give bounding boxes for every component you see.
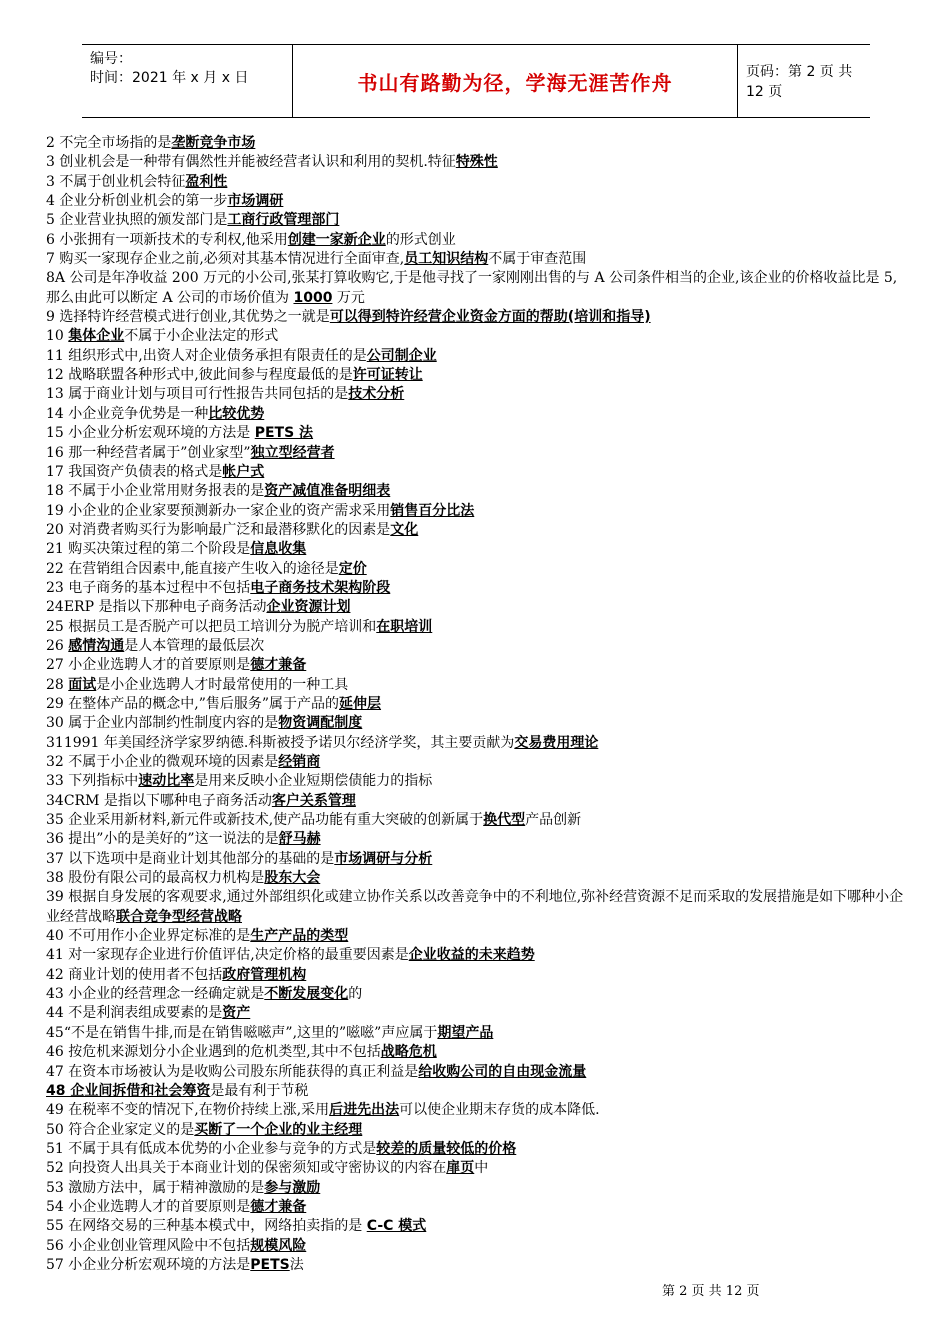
answer-text: 给收购公司的自由现金流量 — [418, 1063, 587, 1080]
question-item — [46, 1237, 906, 1256]
question-item — [46, 502, 906, 521]
question-item — [46, 811, 906, 830]
answer-text: 战略危机 — [380, 1044, 437, 1061]
answer-text: 集体企业 — [68, 328, 125, 345]
header-meta — [82, 45, 292, 117]
question-text: 38 股份有限公司的最高权力机构是 — [46, 870, 265, 887]
question-text: 55 在网络交易的三种基本模式中，网络拍卖指的是 — [46, 1218, 367, 1235]
question-item — [46, 482, 906, 501]
question-item — [46, 366, 906, 385]
question-item — [46, 211, 906, 230]
question-text: 21 购买决策过程的第二个阶段是 — [46, 541, 251, 558]
question-text: 18 不属于小企业常用财务报表的是 — [46, 483, 265, 500]
answer-text: 技术分析 — [348, 386, 405, 403]
answer-text: 比较优势 — [208, 405, 265, 422]
header-page-cell — [736, 45, 870, 117]
question-text: 17 我国资产负债表的格式是 — [46, 463, 223, 480]
question-item — [46, 1198, 906, 1217]
answer-text: 面试 — [68, 676, 97, 693]
question-item — [46, 946, 906, 965]
answer-text: 期望产品 — [437, 1024, 494, 1041]
question-item — [46, 753, 906, 772]
question-text: 42 商业计划的使用者不包括 — [46, 966, 223, 983]
question-text-suffix: 是最有利于节税 — [210, 1082, 309, 1099]
question-text: 50 符合企业家定义的是 — [46, 1121, 195, 1138]
question-text: 44 不是利润表组成要素的是 — [46, 1005, 223, 1022]
answer-text: 参与激励 — [264, 1179, 321, 1196]
answer-text: 规模风险 — [250, 1237, 307, 1254]
question-text: 43 小企业的经营理念一经确定就是 — [46, 986, 265, 1003]
answer-text: 联合竞争型经营战略 — [116, 908, 242, 925]
answer-text: 员工知识结构 — [404, 251, 489, 268]
question-item — [46, 540, 906, 559]
question-item — [46, 250, 906, 269]
question-item — [46, 598, 906, 617]
question-text: 46 按危机来源划分小企业遇到的危机类型,其中不包括 — [46, 1044, 381, 1061]
page-header — [82, 44, 870, 118]
answer-text: 信息收集 — [250, 541, 307, 558]
question-item — [46, 385, 906, 404]
question-item — [46, 1004, 906, 1023]
question-text: 49 在税率不变的情况下,在物价持续上涨,采用 — [46, 1102, 330, 1119]
answer-text: 感情沟通 — [68, 637, 125, 654]
question-item — [46, 347, 906, 366]
answer-text: 舒马赫 — [278, 831, 321, 848]
question-item — [46, 521, 906, 540]
question-text: 14 小企业竞争优势是一种 — [46, 405, 209, 422]
question-text: 19 小企业的企业家要预测新办一家企业的资产需求采用 — [46, 502, 391, 519]
question-text: 56 小企业创业管理风险中不包括 — [46, 1237, 251, 1254]
question-text: 3 创业机会是一种带有偶然性并能被经营者认识和利用的契机.特征 — [46, 154, 456, 171]
answer-text: 文化 — [390, 521, 419, 538]
question-item — [46, 173, 906, 192]
question-text: 11 组织形式中,出资人对企业债务承担有限责任的是 — [46, 347, 367, 364]
answer-text: 较差的质量较低的价格 — [376, 1140, 517, 1157]
question-text: 24ERP 是指以下那种电子商务活动 — [46, 599, 267, 616]
answer-text: 垄断竞争市场 — [171, 135, 256, 151]
answer-text: 资产 — [222, 1005, 251, 1022]
question-item — [46, 463, 906, 482]
question-item — [46, 869, 906, 888]
header-page-number: 页码：第 2 页 共 12 页 — [746, 64, 853, 100]
question-text: 27 小企业选聘人才的首要原则是 — [46, 657, 251, 674]
answer-text: 速动比率 — [138, 773, 195, 790]
question-item — [46, 695, 906, 714]
answer-text: 客户关系管理 — [271, 792, 356, 809]
question-text-suffix: 是人本管理的最低层次 — [124, 637, 265, 654]
question-text-suffix: 的 — [348, 986, 363, 1003]
answer-text: 1000 — [293, 289, 333, 306]
question-item — [46, 966, 906, 985]
question-text: 5 企业营业执照的颁发部门是 — [46, 212, 228, 229]
question-item — [46, 792, 906, 811]
header-motto-cell — [292, 45, 738, 117]
document-time-label: 时间：2021 年 x 月 x 日 — [90, 70, 249, 86]
question-text: 34CRM 是指以下哪种电子商务活动 — [46, 792, 272, 809]
answer-text: 帐户式 — [222, 463, 265, 480]
answer-text: 生产产品的类型 — [250, 928, 349, 945]
question-item — [46, 327, 906, 346]
question-text: 12 战略联盟各种形式中,彼此间参与程度最低的是 — [46, 367, 353, 384]
answer-text: 可以得到特许经营企业资金方面的帮助(培训和指导) — [329, 309, 651, 326]
question-text: 30 属于企业内部制约性制度内容的是 — [46, 715, 279, 732]
question-text: 45“不是在销售牛排,而是在销售嗞嗞声”,这里的”嗞嗞”声应属于 — [46, 1024, 438, 1041]
answer-text: 资产减值准备明细表 — [264, 483, 391, 500]
question-item — [46, 1179, 906, 1198]
question-text-suffix: 产品创新 — [525, 812, 582, 829]
answer-text: 德才兼备 — [250, 657, 307, 674]
question-item — [46, 1043, 906, 1062]
answer-text: 后进先出法 — [329, 1102, 400, 1119]
question-text: 13 属于商业计划与项目可行性报告共同包括的是 — [46, 386, 349, 403]
question-text: 51 不属于具有低成本优势的小企业参与竞争的方式是 — [46, 1140, 377, 1157]
question-text: 8A 公司是年净收益 200 万元的小公司,张某打算收购它,于是他寻找了一家刚刚出售的与 A 公司条件相当的企业,该企业的价格收益比是 5,那么由此可以断定 A 公司的市场价值为 — [46, 270, 898, 306]
question-item — [46, 192, 906, 211]
question-text: 26 — [46, 637, 69, 654]
question-text: 37 以下选项中是商业计划其他部分的基础的是 — [46, 850, 335, 867]
question-text-suffix: 是用来反映小企业短期偿债能力的指标 — [194, 773, 433, 790]
question-text: 311991 年美国经济学家罗纳德.科斯被授予诺贝尔经济学奖，其主要贡献为 — [46, 734, 515, 751]
answer-text: 创建一家新企业 — [287, 231, 386, 248]
question-text: 7 购买一家现存企业之前,必须对其基本情况进行全面审查, — [46, 251, 405, 268]
question-item — [46, 1024, 906, 1043]
question-item — [46, 1121, 906, 1140]
question-text-suffix: 法 — [289, 1256, 304, 1273]
question-item — [46, 1101, 906, 1120]
answer-text: 许可证转让 — [352, 367, 423, 384]
question-item — [46, 134, 906, 153]
question-text: 16 那一种经营者属于”创业家型” — [46, 444, 251, 461]
question-text: 57 小企业分析宏观环境的方法是 — [46, 1256, 251, 1273]
question-item — [46, 618, 906, 637]
question-item — [46, 656, 906, 675]
header-motto: 书山有路勤为径，学海无涯苦作舟 — [357, 70, 673, 95]
answer-text: 独立型经营者 — [250, 444, 335, 461]
answer-text: 政府管理机构 — [222, 966, 307, 983]
question-text-suffix: 不属于审查范围 — [488, 251, 587, 268]
question-text: 41 对一家现存企业进行价值评估,决定价格的最重要因素是 — [46, 947, 409, 964]
answer-text: 买断了一个企业的业主经理 — [194, 1121, 363, 1138]
answer-text: 扉页 — [446, 1160, 475, 1177]
question-item — [46, 714, 906, 733]
question-text: 15 小企业分析宏观环境的方法是 — [46, 425, 255, 442]
question-item — [46, 1256, 906, 1275]
question-text: 32 不属于小企业的微观环境的因素是 — [46, 754, 279, 770]
question-text-suffix: 可以使企业期末存货的成本降低. — [399, 1102, 600, 1119]
question-item — [46, 1082, 906, 1101]
question-text: 29 在整体产品的概念中,”售后服务”属于产品的 — [46, 695, 340, 712]
answer-text: PETS — [250, 1256, 290, 1273]
answer-text: 股东大会 — [264, 870, 321, 887]
question-text: 54 小企业选聘人才的首要原则是 — [46, 1198, 251, 1215]
answer-text: 交易费用理论 — [514, 734, 599, 751]
question-text: 28 — [46, 676, 69, 693]
question-item — [46, 734, 906, 753]
question-text: 4 企业分析创业机会的第一步 — [46, 193, 228, 210]
page-footer: 第 2 页 共 12 页 — [662, 1284, 760, 1299]
question-item — [46, 1217, 906, 1236]
question-text: 9 选择特许经营模式进行创业,其优势之一就是 — [46, 309, 330, 326]
answer-text: 市场调研与分析 — [334, 850, 433, 867]
question-item — [46, 676, 906, 695]
question-item — [46, 424, 906, 443]
answer-text: C-C 模式 — [366, 1218, 427, 1235]
question-text: 25 根据员工是否脱产可以把员工培训分为脱产培训和 — [46, 618, 377, 635]
question-text: 35 企业采用新材料,新元件或新技术,使产品功能有重大突破的创新属于 — [46, 812, 484, 829]
question-text: 40 不可用作小企业界定标准的是 — [46, 928, 251, 945]
answer-text: 物资调配制度 — [278, 715, 363, 732]
question-item — [46, 1159, 906, 1178]
question-text-suffix: 的形式创业 — [385, 231, 456, 248]
answer-text: 企业资源计划 — [266, 599, 351, 616]
answer-text: 在职培训 — [376, 618, 433, 635]
question-text: 20 对消费者购买行为影响最广泛和最潜移默化的因素是 — [46, 521, 391, 538]
answer-text: 公司制企业 — [366, 347, 437, 364]
question-text-suffix: 万元 — [332, 289, 365, 306]
answer-text: 工商行政管理部门 — [227, 212, 340, 229]
question-item — [46, 772, 906, 791]
answer-text: 销售百分比法 — [390, 502, 475, 519]
question-item — [46, 153, 906, 172]
question-list — [46, 134, 906, 1275]
question-text: 33 下列指标中 — [46, 773, 139, 790]
question-item — [46, 1063, 906, 1082]
question-text: 10 — [46, 328, 69, 345]
question-text: 47 在资本市场被认为是收购公司股东所能获得的真正利益是 — [46, 1063, 419, 1080]
answer-text: 盈利性 — [185, 173, 228, 190]
answer-text: 延伸层 — [339, 695, 382, 712]
answer-text: 企业收益的未来趋势 — [408, 947, 535, 964]
answer-text: 经销商 — [278, 754, 321, 770]
answer-text: 不断发展变化 — [264, 986, 349, 1003]
question-item — [46, 308, 906, 327]
answer-text: 市场调研 — [227, 193, 284, 210]
question-text: 2 不完全市场指的是 — [46, 135, 172, 151]
question-text: 22 在营销组合因素中,能直接产生收入的途径是 — [46, 560, 339, 577]
question-item — [46, 888, 906, 927]
answer-text: PETS 法 — [254, 425, 314, 442]
answer-text: 电子商务技术架构阶段 — [250, 579, 391, 596]
document-code-label: 编号： — [90, 51, 132, 67]
question-item — [46, 927, 906, 946]
question-text: 53 激励方法中，属于精神激励的是 — [46, 1179, 265, 1196]
answer-text: 特殊性 — [455, 154, 498, 171]
question-text-suffix: 不属于小企业法定的形式 — [124, 328, 279, 345]
question-text-suffix: 中 — [474, 1160, 489, 1177]
question-item — [46, 850, 906, 869]
question-text: 23 电子商务的基本过程中不包括 — [46, 579, 251, 596]
question-item — [46, 269, 906, 308]
question-item — [46, 405, 906, 424]
question-text: 39 根据自身发展的客观要求,通过外部组织化或建立协作关系以改善竞争中的不利地位,弥补经营资源不足而采取的发展措施是如下哪种小企业经营战略 — [46, 889, 904, 925]
question-text: 36 提出”小的是美好的”这一说法的是 — [46, 831, 279, 848]
question-text: 3 不属于创业机会特征 — [46, 173, 186, 190]
answer-text: 换代型 — [483, 812, 526, 829]
question-item — [46, 231, 906, 250]
question-item — [46, 985, 906, 1004]
question-item — [46, 560, 906, 579]
answer-text: 德才兼备 — [250, 1198, 307, 1215]
question-text: 6 小张拥有一项新技术的专利权,他采用 — [46, 231, 288, 248]
question-text: 52 向投资人出具关于本商业计划的保密须知或守密协议的内容在 — [46, 1160, 447, 1177]
question-item — [46, 444, 906, 463]
question-text-suffix: 是小企业选聘人才时最常使用的一种工具 — [96, 676, 349, 693]
question-item — [46, 830, 906, 849]
question-item — [46, 1140, 906, 1159]
answer-text: 48 企业间拆借和社会筹资 — [46, 1082, 211, 1099]
question-item — [46, 579, 906, 598]
answer-text: 定价 — [338, 560, 367, 577]
question-item — [46, 637, 906, 656]
